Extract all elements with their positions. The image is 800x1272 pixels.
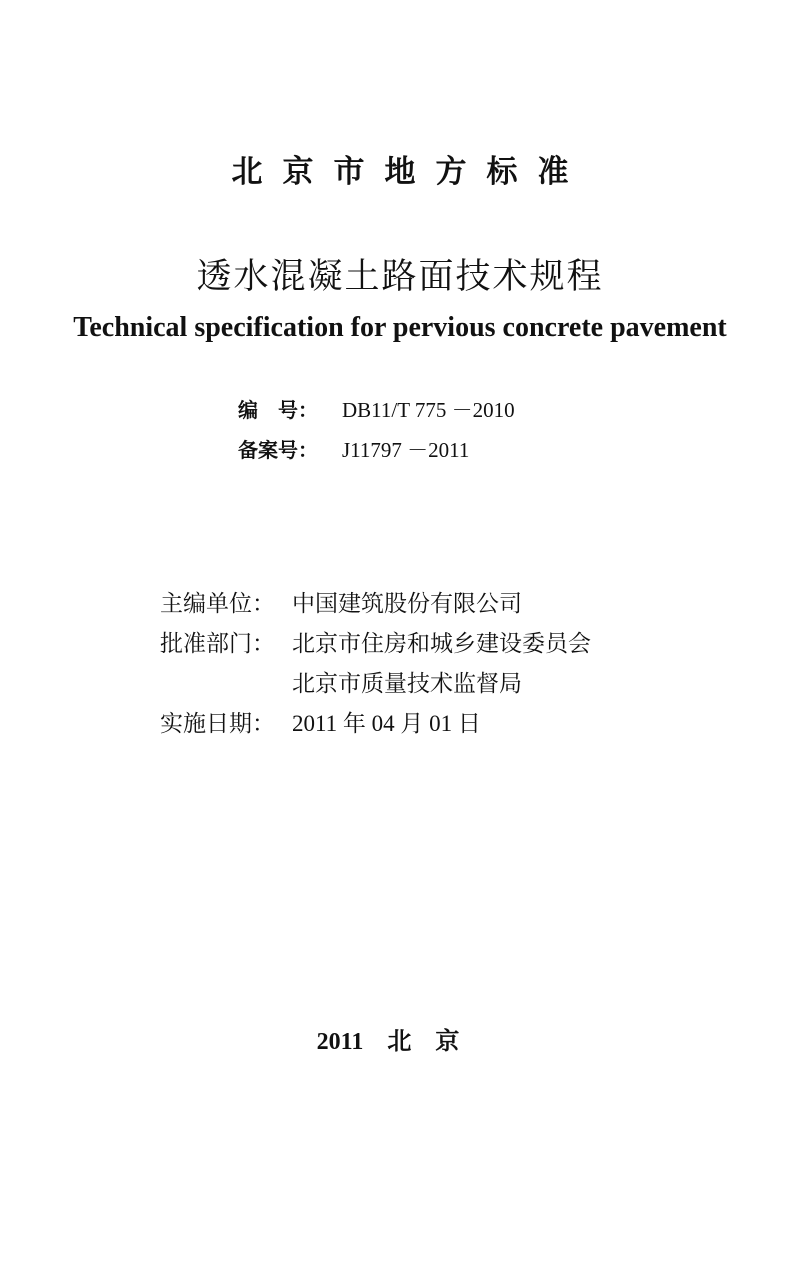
- chief-editor-value: 中国建筑股份有限公司: [292, 591, 522, 616]
- approving-department-row: [160, 625, 591, 663]
- chief-editor-row: [160, 585, 522, 623]
- approving-department-value-1: 北京市住房和城乡建设委员会: [292, 631, 591, 656]
- implementation-date-row: [160, 705, 481, 743]
- approving-department-value-2: 北京市质量技术监督局: [292, 671, 522, 696]
- imprint-city: 北京: [387, 1027, 484, 1055]
- implementation-date-value: 2011 年 04 月 01 日: [292, 711, 481, 736]
- record-number-value: J11797 －2011: [342, 438, 470, 462]
- approving-department-label: 批准部门：: [160, 631, 275, 656]
- standard-category: 北京市地方标准: [231, 154, 589, 190]
- document-title-chinese: 透水混凝土路面技术规程: [196, 257, 604, 297]
- standard-code-label: 编 号：: [238, 398, 318, 422]
- chief-editor-label: 主编单位：: [160, 591, 275, 616]
- imprint-year: 2011: [316, 1029, 364, 1055]
- imprint: [0, 1023, 800, 1060]
- document-title-english: Technical specification for pervious concrete pavement: [73, 312, 727, 343]
- record-number-label: 备案号：: [238, 438, 318, 462]
- implementation-date-label: 实施日期：: [160, 711, 275, 736]
- standard-code-row: [238, 394, 515, 426]
- standard-code-value: DB11/T 775 －2010: [342, 398, 515, 422]
- approving-department-row-2: [160, 665, 522, 703]
- record-number-row: [238, 434, 469, 466]
